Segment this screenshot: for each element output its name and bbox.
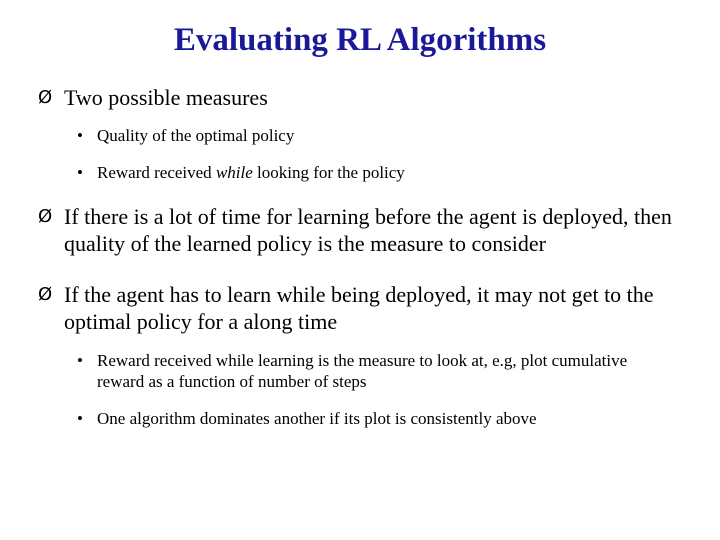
bullet-text: If the agent has to learn while being deployed, it may not get to the optimal policy for a along time (64, 282, 654, 334)
arrow-bullet-icon: Ø (38, 284, 53, 305)
sub-bullet-text-part: Reward received (97, 163, 216, 182)
dot-bullet-icon: • (77, 126, 83, 145)
sub-bullet-item (77, 125, 677, 146)
bullet-item (38, 281, 698, 335)
sub-bullet-item (77, 162, 677, 183)
sub-bullet-text: One algorithm dominates another if its plot is consistently above (97, 409, 537, 428)
bullet-text: Two possible measures (64, 85, 268, 110)
sub-bullet-text: Quality of the optimal policy (97, 126, 295, 145)
dot-bullet-icon: • (77, 409, 83, 428)
bullet-text: If there is a lot of time for learning before the agent is deployed, then quality of the learned policy is the measure to consider (64, 204, 672, 256)
sub-bullet-text: Reward received while learning is the measure to look at, e.g, plot cumulative reward as a function of number of steps (97, 351, 628, 391)
sub-bullet-item (77, 408, 677, 429)
arrow-bullet-icon: Ø (38, 206, 53, 227)
dot-bullet-icon: • (77, 163, 83, 182)
bullet-item (38, 203, 698, 257)
sub-bullet-item (77, 350, 647, 392)
emphasis-text: while (215, 163, 253, 182)
slide-title: Evaluating RL Algorithms (173, 22, 547, 58)
sub-bullet-text-part: looking for the policy (252, 163, 405, 182)
bullet-item (38, 84, 698, 111)
arrow-bullet-icon: Ø (38, 87, 53, 108)
sub-bullet-text (97, 162, 677, 183)
dot-bullet-icon: • (77, 351, 83, 370)
